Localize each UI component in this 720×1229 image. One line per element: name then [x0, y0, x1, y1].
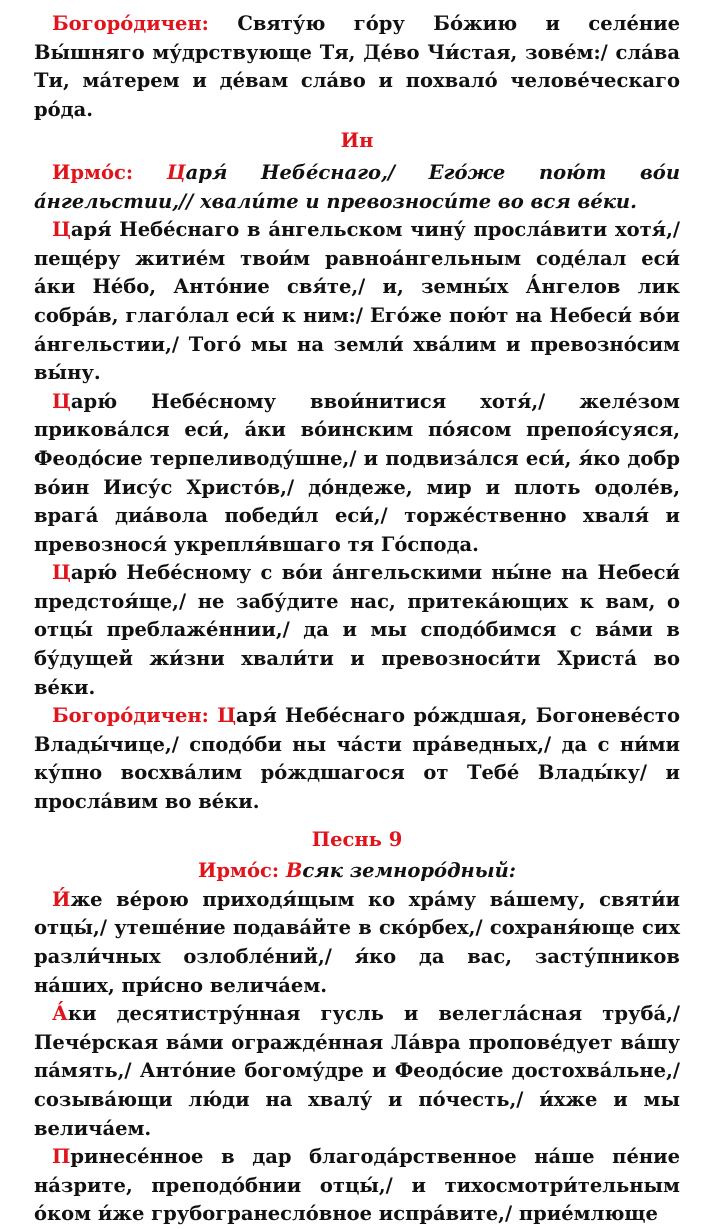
section-heading: Ин	[340, 129, 374, 153]
troparion-verse	[34, 1000, 680, 1143]
verse-initial: Ц	[52, 561, 71, 585]
verse-initial: И́	[52, 887, 71, 911]
troparion-verse	[34, 559, 680, 702]
verse-text: ки десятистру́нная гусль и велегла́сная труба́,/ Пече́рская ва́ми огражде́нная Ла́вра пропове́дует ва́шу па́мять,/ Анто́ние богому́дре и Феодо́сие достохва́льне,/ созыва́ющи лю́ди на хвалу́ и по́честь,/ и́хже и мы велича́ем.	[34, 1002, 680, 1140]
verse-initial: Ц	[52, 218, 71, 242]
verse-initial: Ц	[52, 389, 71, 413]
ode-heading: Песнь 9	[311, 827, 403, 851]
theotokion-verse	[34, 702, 680, 816]
verse-text: арю́ Небе́сному с во́и а́нгельскими ны́не на Небеси́ предстоя́ще,/ не забу́дите нас, притека́ющих к вам, о отцы́ преблаже́ннии,/ да и мы сподо́бимся с ва́ми в бу́дущей жи́зни хвали́ти и превозноси́ти Христа́ во ве́ки.	[34, 561, 680, 699]
theotokion-verse	[34, 10, 680, 124]
irmos-text: Всяк земноро́дный:	[285, 859, 516, 883]
troparion-verse	[34, 388, 680, 560]
verse-text: же ве́рою приходя́щым ко хра́му ва́шему, святи́и отцы́,/ утеше́ние подава́йте в ско́рбех,/ сохраня́юще сих разли́чных озлобле́ний,/ я́ко да вас, засту́пников на́ших, при́сно велича́ем.	[34, 887, 680, 997]
verse-text: ринесе́нное в дар благода́рственное на́ше пе́ние на́зрите, преподо́бнии отцы́,/ и тихосмотри́тельным о́ком и́же грубогранесло́вное испра́вите,/ прие́млюще	[34, 1145, 680, 1226]
verse-label: Богоро́дичен:	[52, 704, 218, 728]
irmos-verse	[34, 159, 680, 216]
verse-initial: Ц	[217, 704, 237, 728]
irmos-initial: Ц	[166, 160, 186, 184]
verse-text: аря́ Небе́снаго ро́ждшая, Богоневе́сто Влады́чице,/ сподо́би ны ча́сти пра́ведных,/ да с ни́ми ку́пно восхва́лим ро́ждшагося от Тебе́ Влады́ку/ и просла́вим во ве́ки.	[34, 704, 680, 814]
irmos-label: Ирмо́с:	[198, 859, 286, 883]
troparion-verse	[34, 886, 680, 1000]
troparion-verse	[34, 1143, 680, 1229]
verse-initial: А́	[52, 1002, 68, 1026]
irmos-verse	[34, 857, 680, 886]
verse-text: Святу́ю го́ру Бо́жию и селе́ние Вы́шняго му́дрствующе Тя, Де́во Чи́стая, зове́м:/ сла́ва Ти, ма́терем и де́вам сла́во и похвало́ челове́ческаго ро́да.	[34, 12, 680, 121]
irmos-text: Царя́ Небе́снаго,/ Его́же пою́т во́и а́нгельстии,// хвали́те и превозноси́те во вся ве́ки.	[34, 160, 680, 213]
verse-text: аря́ Небе́снаго в а́нгельском чину́ просла́вити хотя́,/ пеще́ру житие́м твои́м равноа́нгельным соде́лал еси́ а́ки Не́бо, Анто́ние свя́те,/ и, земны́х А́нгелов лик собра́в, глаго́лал еси́ к ним:/ Его́же пою́т на Небеси́ во́и а́нгельстии,/ Того́ мы на земли́ хва́лим и превозно́сим вы́ну.	[34, 218, 680, 385]
verse-text: арю́ Небе́сному ввои́нитися хотя́,/ желе́зом прикова́лся еси́, а́ки во́инским по́ясом препоя́суяся, Феодо́сие терпеливоду́шне,/ и подвиза́лся еси́, я́ко добр во́ин Иису́с Христо́в,/ до́ндеже, мир и плоть одоле́в, врага́ диа́вола победи́л еси́,/ торже́ственно хваля́ и превознося́ укрепля́вшаго тя Го́спода.	[34, 389, 680, 556]
irmos-initial: В	[285, 859, 303, 883]
irmos-label: Ирмо́с:	[52, 160, 167, 184]
verse-label: Богоро́дичен:	[52, 12, 238, 35]
verse-initial: П	[52, 1145, 71, 1169]
troparion-verse	[34, 216, 680, 388]
